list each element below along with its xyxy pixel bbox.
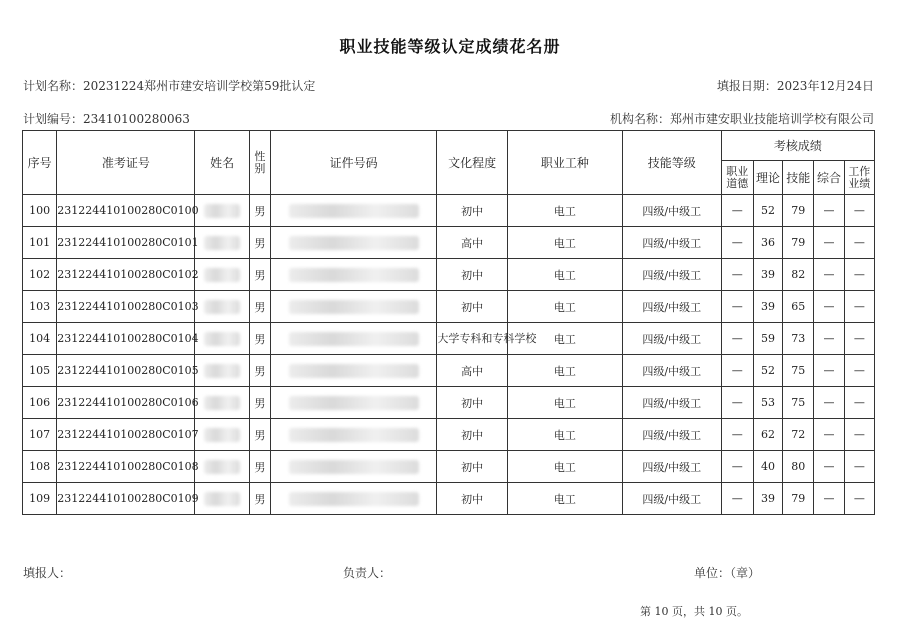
- cell-exam-no: 231224410100280C0108: [57, 451, 195, 483]
- fill-date: 填报日期：2023年12月24日: [716, 79, 874, 93]
- cell-id-no-redacted: [271, 259, 437, 291]
- plan-name: 计划名称：20231224郑州市建安培训学校第59批认定: [23, 79, 316, 93]
- roster-body: [23, 195, 875, 515]
- table-row: [23, 451, 875, 483]
- cell-education: 初中: [437, 387, 508, 419]
- cell-theory: 40: [753, 451, 782, 483]
- cell-id-no-redacted: [271, 195, 437, 227]
- cell-performance: —: [844, 387, 874, 419]
- redaction-blur: [289, 428, 419, 442]
- cell-id-no-redacted: [271, 291, 437, 323]
- plan-number: 计划编号：23410100280063: [23, 112, 190, 126]
- cell-occupation: 电工: [507, 483, 622, 515]
- cell-seq: 107: [23, 419, 57, 451]
- cell-occupation: 电工: [507, 291, 622, 323]
- cell-exam-no: 231224410100280C0106: [57, 387, 195, 419]
- header-seq: 序号: [23, 131, 57, 195]
- table-row: [23, 259, 875, 291]
- cell-ethics: —: [721, 355, 753, 387]
- cell-education: 初中: [437, 259, 508, 291]
- cell-ethics: —: [721, 451, 753, 483]
- redaction-blur: [289, 396, 419, 410]
- cell-id-no-redacted: [271, 323, 437, 355]
- cell-ethics: —: [721, 483, 753, 515]
- table-row: [23, 387, 875, 419]
- redaction-blur: [204, 396, 240, 410]
- cell-ethics: —: [721, 387, 753, 419]
- score-roster-table: [22, 130, 875, 515]
- cell-gender: 男: [249, 291, 270, 323]
- cell-skill-level: 四级/中级工: [622, 259, 721, 291]
- redaction-blur: [204, 332, 240, 346]
- cell-exam-no: 231224410100280C0104: [57, 323, 195, 355]
- cell-skill: 65: [783, 291, 814, 323]
- header-name: 姓名: [195, 131, 249, 195]
- cell-seq: 105: [23, 355, 57, 387]
- cell-name-redacted: [195, 291, 249, 323]
- table-row: [23, 355, 875, 387]
- redaction-blur: [204, 236, 240, 250]
- cell-skill: 79: [783, 227, 814, 259]
- cell-skill-level: 四级/中级工: [622, 323, 721, 355]
- cell-name-redacted: [195, 259, 249, 291]
- cell-skill: 73: [783, 323, 814, 355]
- cell-exam-no: 231224410100280C0101: [57, 227, 195, 259]
- table-row: [23, 227, 875, 259]
- cell-occupation: 电工: [507, 259, 622, 291]
- cell-occupation: 电工: [507, 419, 622, 451]
- redaction-blur: [204, 268, 240, 282]
- cell-performance: —: [844, 323, 874, 355]
- cell-theory: 52: [753, 195, 782, 227]
- cell-skill-level: 四级/中级工: [622, 387, 721, 419]
- cell-performance: —: [844, 451, 874, 483]
- cell-theory: 59: [753, 323, 782, 355]
- cell-performance: —: [844, 419, 874, 451]
- cell-ethics: —: [721, 419, 753, 451]
- cell-comprehensive: —: [814, 355, 844, 387]
- header-gender: 性别: [249, 131, 270, 195]
- cell-skill-level: 四级/中级工: [622, 355, 721, 387]
- cell-gender: 男: [249, 387, 270, 419]
- cell-skill: 79: [783, 483, 814, 515]
- cell-comprehensive: —: [814, 259, 844, 291]
- cell-comprehensive: —: [814, 483, 844, 515]
- table-row: [23, 195, 875, 227]
- header-skill: 技能: [783, 161, 814, 195]
- cell-name-redacted: [195, 355, 249, 387]
- cell-occupation: 电工: [507, 387, 622, 419]
- cell-name-redacted: [195, 419, 249, 451]
- cell-education: 高中: [437, 355, 508, 387]
- cell-skill-level: 四级/中级工: [622, 195, 721, 227]
- cell-ethics: —: [721, 227, 753, 259]
- cell-skill: 80: [783, 451, 814, 483]
- cell-seq: 108: [23, 451, 57, 483]
- redaction-blur: [204, 300, 240, 314]
- cell-theory: 62: [753, 419, 782, 451]
- cell-skill-level: 四级/中级工: [622, 483, 721, 515]
- cell-name-redacted: [195, 227, 249, 259]
- cell-name-redacted: [195, 323, 249, 355]
- cell-name-redacted: [195, 451, 249, 483]
- responsible-label: 负责人：: [343, 566, 392, 580]
- cell-seq: 100: [23, 195, 57, 227]
- redaction-blur: [289, 236, 419, 250]
- cell-ethics: —: [721, 323, 753, 355]
- cell-skill-level: 四级/中级工: [622, 227, 721, 259]
- cell-skill: 79: [783, 195, 814, 227]
- table-row: [23, 419, 875, 451]
- cell-occupation: 电工: [507, 355, 622, 387]
- cell-comprehensive: —: [814, 387, 844, 419]
- cell-education: 高中: [437, 227, 508, 259]
- filler-label: 填报人：: [23, 566, 72, 580]
- cell-seq: 106: [23, 387, 57, 419]
- header-exam-no: 准考证号: [57, 131, 195, 195]
- cell-occupation: 电工: [507, 227, 622, 259]
- cell-exam-no: 231224410100280C0100: [57, 195, 195, 227]
- cell-gender: 男: [249, 195, 270, 227]
- cell-performance: —: [844, 483, 874, 515]
- cell-theory: 36: [753, 227, 782, 259]
- header-theory: 理论: [753, 161, 782, 195]
- cell-skill: 72: [783, 419, 814, 451]
- redaction-blur: [289, 268, 419, 282]
- cell-gender: 男: [249, 451, 270, 483]
- header-performance: 工作业绩: [844, 161, 874, 195]
- redaction-blur: [289, 460, 419, 474]
- cell-comprehensive: —: [814, 195, 844, 227]
- cell-skill-level: 四级/中级工: [622, 291, 721, 323]
- cell-theory: 39: [753, 483, 782, 515]
- cell-gender: 男: [249, 419, 270, 451]
- cell-name-redacted: [195, 483, 249, 515]
- cell-performance: —: [844, 259, 874, 291]
- cell-comprehensive: —: [814, 227, 844, 259]
- cell-skill: 75: [783, 355, 814, 387]
- organization-name: 机构名称：郑州市建安职业技能培训学校有限公司: [609, 112, 874, 126]
- cell-comprehensive: —: [814, 323, 844, 355]
- cell-id-no-redacted: [271, 419, 437, 451]
- cell-skill-level: 四级/中级工: [622, 419, 721, 451]
- unit-seal-label: 单位：（章）: [694, 566, 761, 580]
- cell-skill: 75: [783, 387, 814, 419]
- header-scores: 考核成绩: [721, 131, 874, 161]
- cell-seq: 104: [23, 323, 57, 355]
- redaction-blur: [204, 460, 240, 474]
- cell-skill-level: 四级/中级工: [622, 451, 721, 483]
- cell-ethics: —: [721, 259, 753, 291]
- header-id-no: 证件号码: [271, 131, 437, 195]
- header-skill-level: 技能等级: [622, 131, 721, 195]
- cell-education: 初中: [437, 419, 508, 451]
- cell-performance: —: [844, 291, 874, 323]
- cell-id-no-redacted: [271, 227, 437, 259]
- redaction-blur: [289, 364, 419, 378]
- redaction-blur: [204, 204, 240, 218]
- cell-id-no-redacted: [271, 355, 437, 387]
- cell-theory: 39: [753, 259, 782, 291]
- cell-theory: 52: [753, 355, 782, 387]
- cell-exam-no: 231224410100280C0109: [57, 483, 195, 515]
- cell-education: 初中: [437, 291, 508, 323]
- cell-exam-no: 231224410100280C0105: [57, 355, 195, 387]
- redaction-blur: [289, 492, 419, 506]
- cell-gender: 男: [249, 259, 270, 291]
- cell-education: 初中: [437, 483, 508, 515]
- cell-gender: 男: [249, 323, 270, 355]
- cell-theory: 39: [753, 291, 782, 323]
- cell-name-redacted: [195, 387, 249, 419]
- cell-seq: 109: [23, 483, 57, 515]
- cell-seq: 101: [23, 227, 57, 259]
- redaction-blur: [204, 492, 240, 506]
- cell-exam-no: 231224410100280C0103: [57, 291, 195, 323]
- cell-gender: 男: [249, 227, 270, 259]
- cell-education: 初中: [437, 195, 508, 227]
- redaction-blur: [204, 428, 240, 442]
- cell-comprehensive: —: [814, 291, 844, 323]
- cell-performance: —: [844, 195, 874, 227]
- header-occupation: 职业工种: [507, 131, 622, 195]
- table-row: [23, 323, 875, 355]
- redaction-blur: [289, 300, 419, 314]
- table-row: [23, 291, 875, 323]
- cell-comprehensive: —: [814, 451, 844, 483]
- header-education: 文化程度: [437, 131, 508, 195]
- cell-theory: 53: [753, 387, 782, 419]
- table-row: [23, 483, 875, 515]
- redaction-blur: [204, 364, 240, 378]
- cell-seq: 102: [23, 259, 57, 291]
- cell-occupation: 电工: [507, 323, 622, 355]
- cell-gender: 男: [249, 355, 270, 387]
- cell-gender: 男: [249, 483, 270, 515]
- cell-skill: 82: [783, 259, 814, 291]
- page-title: 职业技能等级认定成绩花名册: [339, 37, 561, 56]
- header-comprehensive: 综合: [814, 161, 844, 195]
- cell-name-redacted: [195, 195, 249, 227]
- cell-performance: —: [844, 355, 874, 387]
- cell-education: 大学专科和专科学校: [437, 323, 508, 355]
- cell-exam-no: 231224410100280C0107: [57, 419, 195, 451]
- cell-ethics: —: [721, 291, 753, 323]
- redaction-blur: [289, 204, 419, 218]
- page-number: 第 10 页，共 10 页。: [640, 605, 748, 618]
- cell-id-no-redacted: [271, 387, 437, 419]
- cell-id-no-redacted: [271, 483, 437, 515]
- cell-occupation: 电工: [507, 451, 622, 483]
- cell-ethics: —: [721, 195, 753, 227]
- cell-exam-no: 231224410100280C0102: [57, 259, 195, 291]
- cell-seq: 103: [23, 291, 57, 323]
- cell-comprehensive: —: [814, 419, 844, 451]
- header-ethics: 职业道德: [721, 161, 753, 195]
- cell-id-no-redacted: [271, 451, 437, 483]
- cell-performance: —: [844, 227, 874, 259]
- redaction-blur: [289, 332, 419, 346]
- cell-education: 初中: [437, 451, 508, 483]
- cell-occupation: 电工: [507, 195, 622, 227]
